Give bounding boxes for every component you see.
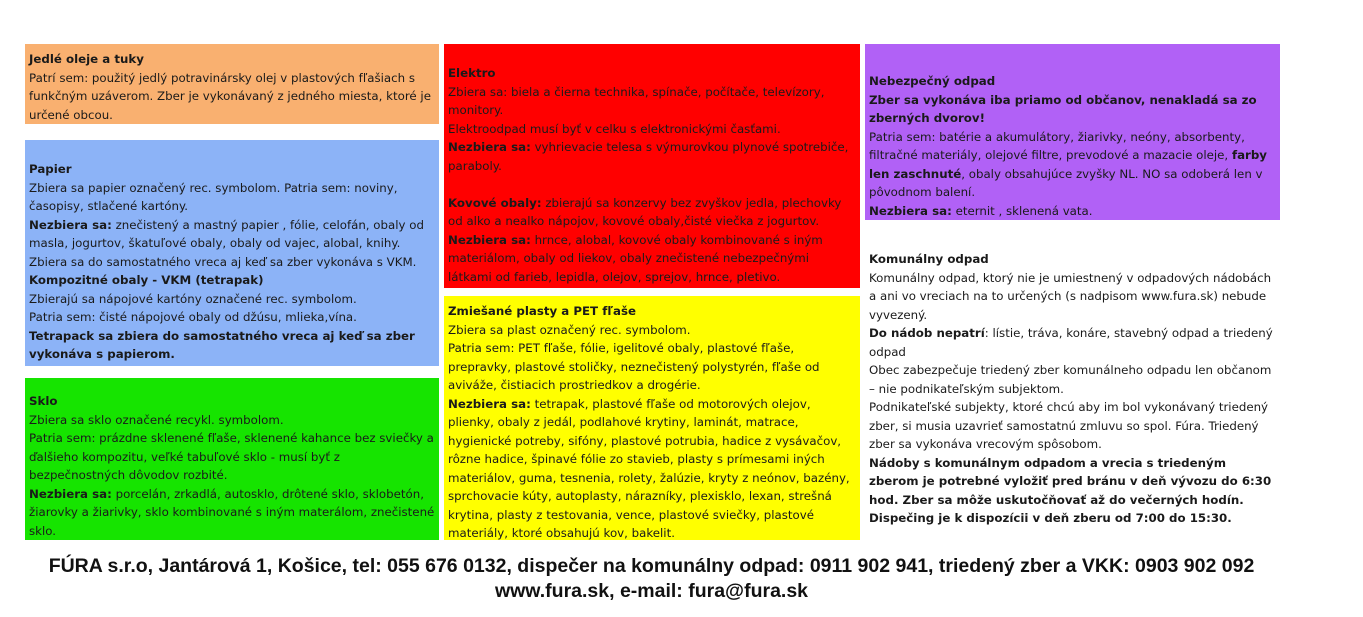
vkm-title: Kompozitné obaly - VKM (tetrapak) [29, 273, 264, 287]
kovove-nezbiera-label: Nezbiera sa: [448, 232, 531, 247]
papier-nezbiera-text: znečistený a mastný papier , fólie, celofán, obaly od masla, jogurtov, škatuľové obaly, obaly od vajec, alobal, knihy. [29, 217, 424, 250]
elektro-nezbiera-text: vyhrievacie telesa s výmurovkou plynové spotrebiče, paraboly. [448, 140, 849, 173]
sklo-nezbiera [29, 485, 435, 541]
papier-line-5: Patria sem: čisté nápojové obaly od džúsu, mlieka,vína. [29, 310, 357, 324]
papier-line-6: Tetrapack sa zbiera do samostatného vreca aj keď sa zber vykonáva s papierom. [29, 328, 415, 361]
nebezpecny-title: Nebezpečný odpad [869, 74, 996, 88]
sklo-section [25, 378, 439, 540]
papier-line-3: Zbiera sa do samostatného vreca aj keď sa zber vykonáva s VKM. [29, 254, 417, 269]
plasty-nezbiera-label: Nezbiera sa: [448, 396, 531, 411]
kovove-obaly [448, 194, 856, 231]
nebezpecny-warning: Zber sa vykonáva iba priamo od občanov, nenakladá sa zo zberných dvorov! [869, 92, 1257, 125]
plasty-nezbiera-text: tetrapak, plastové fľaše od motorových olejov, plienky, obaly z jedál, podlahové krytiny, laminát, matrace, hygienické potreby, sifóny, plastové potrubia, hadice z vysávačov, rôzne hadice, špinavé fólie zo stavieb, plasty s prímesami iných materiálov, guma, tesnenia, rolety, žalúzie, kryty z neónov, bazény, sprchovacie kúty, autoplasty, nárazníky, plexisklo, lexan, strešná krytina, plasty z testovania, vence, plastové sviečky, plastové materiály, ktoré obsahujú kov, bakelit. [448, 396, 850, 540]
elektro-line-1: Zbiera sa: biela a čierna technika, spínače, počítače, televízory, monitory. [448, 84, 825, 117]
papier-line-4: Zbierajú sa nápojové kartóny označené rec. symbolom. [29, 291, 357, 306]
papier-nezbiera-label: Nezbiera sa: [29, 217, 112, 232]
komunalny-line-4: Podnikateľské subjekty, ktoré chcú aby im bol vykonávaný triedený zber, si musia uzavrieť samostatnú zmluvu so spol. Fúra. Triedený zber sa vykonáva vrecovým spôsobom. [869, 400, 1269, 451]
footer-contact: FÚRA s.r.o, Jantárová 1, Košice, tel: 055 676 0132, dispečer na komunálny odpad: 0911 902 941, triedený zber a VKK: 0903 902 092 [48, 555, 1255, 577]
elektro-nezbiera-label: Nezbiera sa: [448, 140, 531, 154]
footer-web: www.fura.sk, e-mail: fura@fura.sk [494, 580, 809, 602]
sklo-title: Sklo [29, 394, 58, 408]
papier-section [25, 140, 439, 366]
elektro-title: Elektro [448, 66, 496, 80]
nebezpecny-patria [869, 128, 1276, 202]
komunalny-title: Komunálny odpad [869, 252, 989, 266]
nebezpecny-nezbiera-label: Nezbiera sa: [869, 203, 952, 218]
nebezpecny-patria-c: , obaly obsahujúce zvyšky NL. NO sa odoberá len v pôvodnom balení. [869, 166, 1263, 199]
sklo-nezbiera-text: porcelán, zrkadlá, autosklo, drôtené sklo, sklobetón, žiarovky a žiarivky, sklo kombinované s iným materálom, znečistené sklo. [29, 486, 435, 538]
plasty-nezbiera [448, 395, 856, 543]
plasty-title: Zmiešané plasty a PET fľaše [448, 304, 636, 318]
plasty-line-2: Patria sem: PET fľaše, fólie, igelitové obaly, plastové fľaše, prepravky, plastové stoličky, neznečistený polystyrén, fľaše od aviváže, čistiacich prostriedkov a drogérie. [448, 341, 820, 392]
kovove-label: Kovové obaly: [448, 195, 542, 210]
papier-title: Papier [29, 162, 72, 176]
komunalny-line-3: Obec zabezpečuje triedený zber komunálneho odpadu len občanom – nie podnikateľským subjektom. [869, 363, 1272, 396]
nebezpecny-nezbiera [869, 202, 1276, 221]
komunalny-line-2 [869, 324, 1276, 361]
kovove-nezbiera-text: hrnce, alobal, kovové obaly kombinované s iným materiálom, obaly od liekov, obaly znečistené nebezpečnými látkami od farieb, lepidla, olejov, sprejov, hrnce, pletivo. [448, 232, 823, 284]
kovove-nezbiera [448, 231, 856, 287]
nebezpecny-section [865, 44, 1280, 220]
kovove-text: zbierajú sa konzervy bez zvyškov jedla, plechovky od alko a nealko nápojov, kovové obaly,čisté viečka z jogurtov. [448, 195, 842, 228]
sklo-nezbiera-label: Nezbiera sa: [29, 486, 112, 501]
komunalny-line-6: Dispečing je k dispozícii v deň zberu od 7:00 do 15:30. [869, 511, 1232, 525]
oleje-title: Jedlé oleje a tuky [29, 52, 144, 66]
plasty-section [444, 296, 860, 540]
elektro-section [444, 44, 860, 288]
elektro-spacer [448, 175, 856, 194]
komunalny-line-2-label: Do nádob nepatrí [869, 326, 985, 340]
komunalny-line-2-text: : lístie, tráva, konáre, stavebný odpad a triedený odpad [869, 326, 1273, 359]
oleje-body: Patrí sem: použitý jedlý potravinársky olej v plastových fľašiach s funkčným uzáverom. Zber je vykonávaný z jedného miesta, ktoré je určené obcou. [29, 70, 431, 122]
nebezpecny-patria-b: farby len zaschnuté [869, 148, 1267, 181]
sklo-line-2: Patria sem: prázdne sklenené fľaše, sklenené kahance bez sviečky a ďalšieho kompozitu, veľké tabuľové sklo - musí byť z bezpečnostných dôvodov rozbité. [29, 431, 434, 482]
plasty-line-1: Zbiera sa plast označený rec. symbolom. [448, 322, 691, 337]
papier-line-1: Zbiera sa papier označený rec. symbolom. Patria sem: noviny, časopisy, stlačené kartóny. [29, 180, 398, 213]
nebezpecny-patria-a: Patria sem: batérie a akumulátory, žiarivky, neóny, absorbenty, filtračné materiály, olejové filtre, prevodové a mazacie oleje, [869, 129, 1245, 162]
papier-nezbiera [29, 216, 435, 253]
elektro-line-2: Elektroodpad musí byť v celku s elektronickými časťami. [448, 121, 781, 136]
komunalny-line-5: Nádoby s komunálnym odpadom a vrecia s triedeným zberom je potrebné vyložiť pred bránu v deň vývozu do 6:30 hod. Zber sa môže uskutočňovať až do večerných hodín. [869, 455, 1272, 507]
komunalny-line-1: Komunálny odpad, ktorý nie je umiestnený v odpadových nádobách a ani vo vreciach na to určených (s nadpisom www.fura.sk) nebude vyvezený. [869, 270, 1272, 322]
sklo-line-1: Zbiera sa sklo označené recykl. symbolom. [29, 412, 284, 427]
elektro-nezbiera [448, 138, 856, 175]
komunalny-section [865, 244, 1280, 530]
nebezpecny-nezbiera-text: eternit , sklenená vata. [951, 203, 1093, 218]
oleje-section [25, 44, 439, 124]
